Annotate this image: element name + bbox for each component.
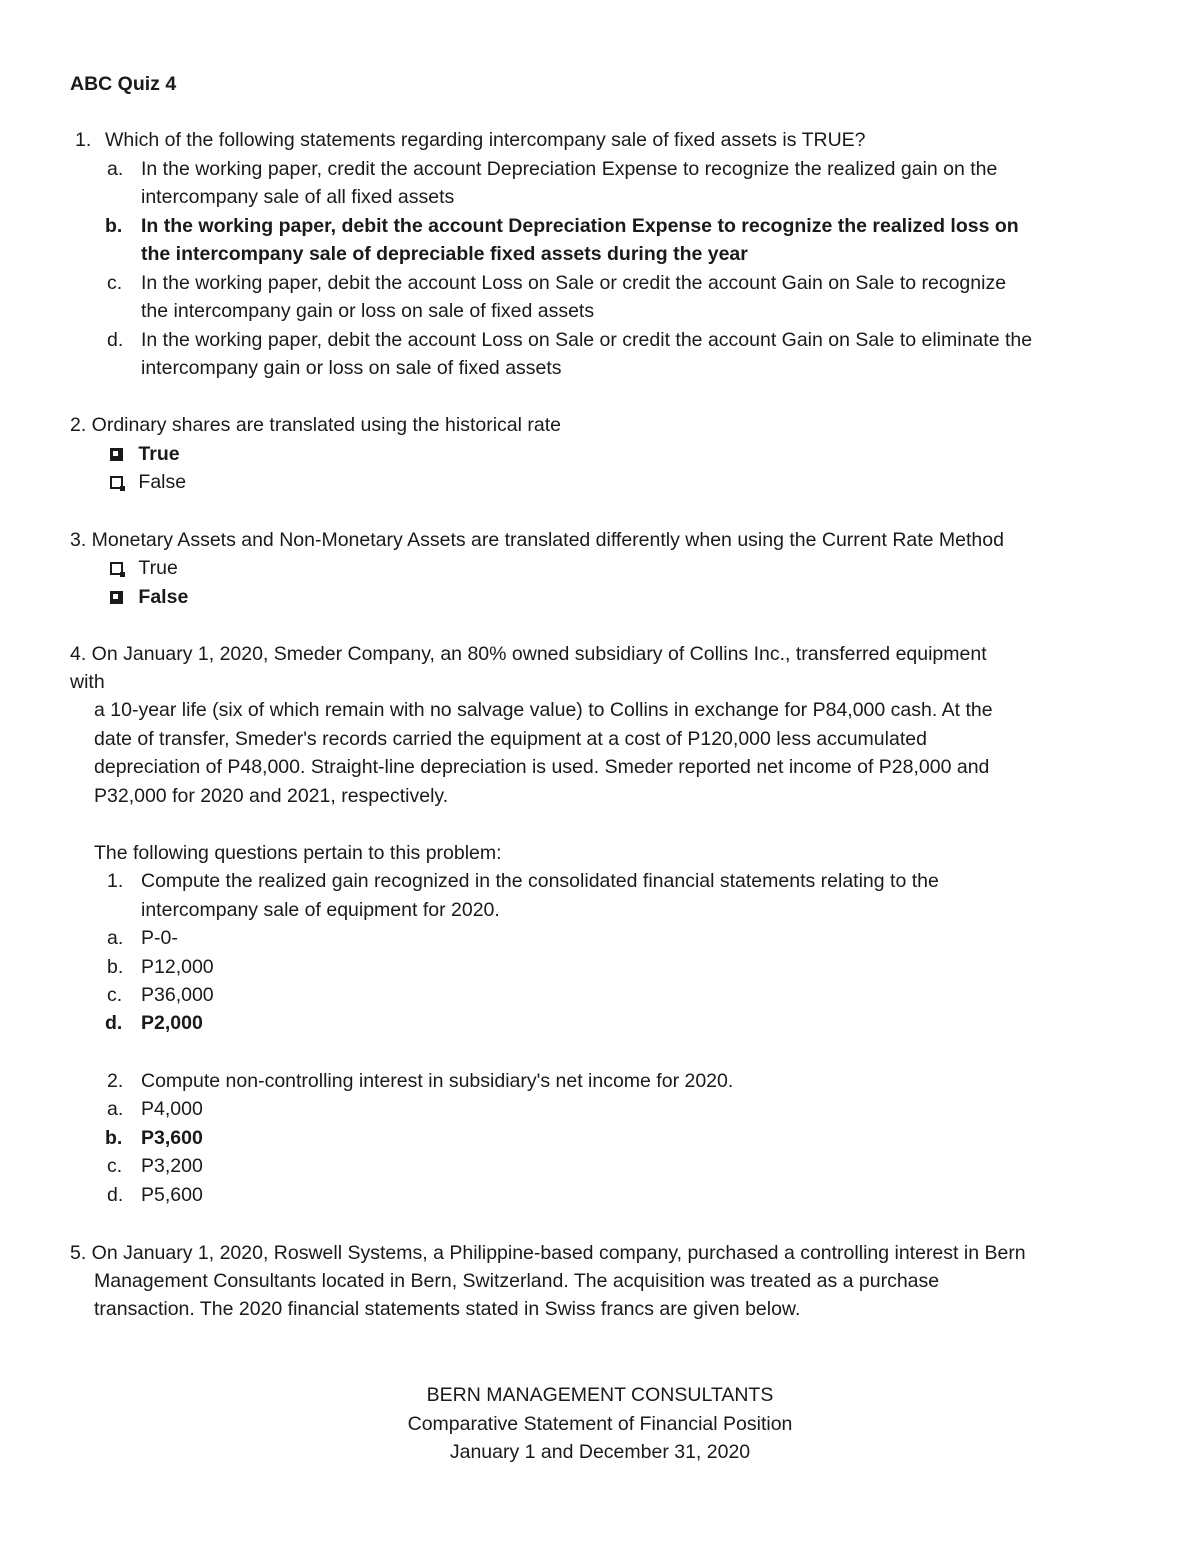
unchecked-box-icon <box>110 562 123 575</box>
q1-option-b-letter: b. <box>105 215 123 237</box>
q2-option-true <box>110 442 180 466</box>
q4-sub1-option-a-letter: a. <box>107 927 124 949</box>
q4-sub2-line1: Compute non-controlling interest in subsidiary's net income for 2020. <box>141 1070 734 1092</box>
q1-text: Which of the following statements regarding intercompany sale of fixed assets is TRUE? <box>105 129 866 151</box>
q1-option-a-line2: intercompany sale of all fixed assets <box>141 186 455 208</box>
q4-sub2-option-d-letter: d. <box>107 1184 124 1206</box>
q4-line1: 4. On January 1, 2020, Smeder Company, an 80% owned subsidiary of Collins Inc., transferred equipment <box>70 643 987 665</box>
checked-box-icon <box>110 591 123 604</box>
q2-option-false <box>110 470 186 494</box>
q4-sub2-option-d: P5,600 <box>141 1184 203 1206</box>
q2-text: 2. Ordinary shares are translated using the historical rate <box>70 414 561 436</box>
q4-sub1-option-d: P2,000 <box>141 1012 203 1034</box>
q3-option-false <box>110 585 188 609</box>
statement-name: Comparative Statement of Financial Position <box>407 1413 793 1435</box>
q1-option-c-letter: c. <box>107 272 123 294</box>
q1-option-d-line2: intercompany gain or loss on sale of fixed assets <box>141 357 562 379</box>
q2-option-false-label: False <box>138 471 187 493</box>
q1-option-c-line1: In the working paper, debit the account Loss on Sale or credit the account Gain on Sale to recognize <box>141 272 1007 294</box>
q3-text: 3. Monetary Assets and Non-Monetary Assets are translated differently when using the Current Rate Method <box>70 529 1004 551</box>
q4-sub1-option-a: P-0- <box>141 927 178 949</box>
q4-sub2-option-c: P3,200 <box>141 1155 203 1177</box>
q5-line2: Management Consultants located in Bern, Switzerland. The acquisition was treated as a purchase <box>94 1270 940 1292</box>
q4-sub2-option-b: P3,600 <box>141 1127 203 1149</box>
q4-sub2-option-a: P4,000 <box>141 1098 203 1120</box>
q1-option-d-letter: d. <box>107 329 124 351</box>
q1-option-b-line2: the intercompany sale of depreciable fixed assets during the year <box>141 243 748 265</box>
q1-option-a-line1: In the working paper, credit the account Depreciation Expense to recognize the realized gain on the <box>141 158 998 180</box>
statement-company: BERN MANAGEMENT CONSULTANTS <box>426 1384 774 1406</box>
q4-sub1-option-d-letter: d. <box>105 1012 123 1034</box>
q4-line3: a 10-year life (six of which remain with no salvage value) to Collins in exchange for P84,000 cash. At the <box>94 699 993 721</box>
q4-sub2-option-b-letter: b. <box>105 1127 123 1149</box>
q4-sub1-option-c: P36,000 <box>141 984 214 1006</box>
q4-sub2-number: 2. <box>107 1070 124 1092</box>
q3-option-true <box>110 556 178 580</box>
q4-line2: with <box>70 671 105 693</box>
q3-option-false-label: False <box>138 586 189 608</box>
q4-sub1-option-c-letter: c. <box>107 984 123 1006</box>
q4-line5: depreciation of P48,000. Straight-line depreciation is used. Smeder reported net income of P28,000 and <box>94 756 990 778</box>
q4-intro: The following questions pertain to this problem: <box>94 842 502 864</box>
q5-line3: transaction. The 2020 financial statements stated in Swiss francs are given below. <box>94 1298 801 1320</box>
quiz-title: ABC Quiz 4 <box>70 73 177 95</box>
q1-number: 1. <box>75 129 92 151</box>
q4-sub1-line1: Compute the realized gain recognized in the consolidated financial statements relating to the <box>141 870 939 892</box>
q4-sub2-option-a-letter: a. <box>107 1098 124 1120</box>
q4-line4: date of transfer, Smeder's records carried the equipment at a cost of P120,000 less accumulated <box>94 728 927 750</box>
q4-sub1-line2: intercompany sale of equipment for 2020. <box>141 899 500 921</box>
q4-sub1-option-b: P12,000 <box>141 956 214 978</box>
q5-line1: 5. On January 1, 2020, Roswell Systems, a Philippine-based company, purchased a controlling interest in Bern <box>70 1242 1026 1264</box>
q1-option-b-line1: In the working paper, debit the account Depreciation Expense to recognize the realized loss on <box>141 215 1019 237</box>
q1-option-a-letter: a. <box>107 158 124 180</box>
statement-date: January 1 and December 31, 2020 <box>449 1441 751 1463</box>
q4-sub1-number: 1. <box>107 870 124 892</box>
q1-option-c-line2: the intercompany gain or loss on sale of fixed assets <box>141 300 595 322</box>
q1-option-d-line1: In the working paper, debit the account Loss on Sale or credit the account Gain on Sale to eliminate the <box>141 329 1033 351</box>
q2-option-true-label: True <box>138 443 180 465</box>
checked-box-icon <box>110 448 123 461</box>
unchecked-box-icon <box>110 476 123 489</box>
q3-option-true-label: True <box>138 557 178 579</box>
q4-line6: P32,000 for 2020 and 2021, respectively. <box>94 785 449 807</box>
q4-sub2-option-c-letter: c. <box>107 1155 123 1177</box>
q4-sub1-option-b-letter: b. <box>107 956 124 978</box>
